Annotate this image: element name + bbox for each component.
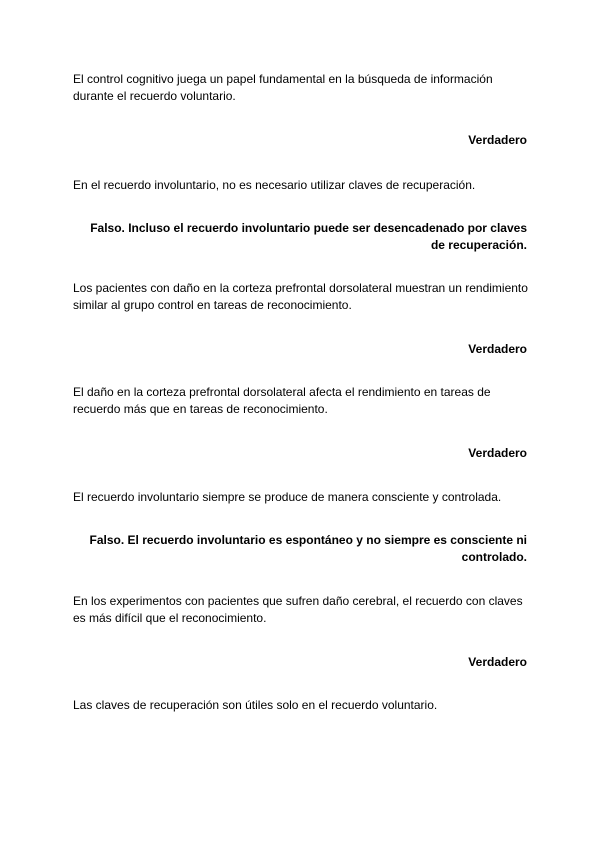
answer-3: Verdadero: [468, 342, 527, 356]
answer-5: Falso. El recuerdo involuntario es espontáneo y no siempre es consciente ni controlado.: [89, 533, 527, 564]
answer-6: Verdadero: [468, 655, 527, 669]
statement-1: El control cognitivo juega un papel fundamental en la búsqueda de información durante el recuerdo voluntario.: [73, 72, 493, 103]
statement-2: En el recuerdo involuntario, no es necesario utilizar claves de recuperación.: [73, 178, 476, 192]
statement-3: Los pacientes con daño en la corteza prefrontal dorsolateral muestran un rendimiento similar al grupo control en tareas de reconocimiento.: [73, 281, 528, 312]
statement-5: El recuerdo involuntario siempre se produce de manera consciente y controlada.: [73, 490, 502, 504]
statement-4: El daño en la corteza prefrontal dorsolateral afecta el rendimiento en tareas de recuerdo más que en tareas de reconocimiento.: [73, 385, 491, 416]
answer-1: Verdadero: [468, 133, 527, 147]
answer-4: Verdadero: [468, 446, 527, 460]
statement-7: Las claves de recuperación son útiles solo en el recuerdo voluntario.: [73, 698, 438, 712]
answer-2: Falso. Incluso el recuerdo involuntario puede ser desencadenado por claves de recuperación.: [90, 221, 527, 252]
statement-6: En los experimentos con pacientes que sufren daño cerebral, el recuerdo con claves es más difícil que el reconocimiento.: [73, 594, 523, 625]
